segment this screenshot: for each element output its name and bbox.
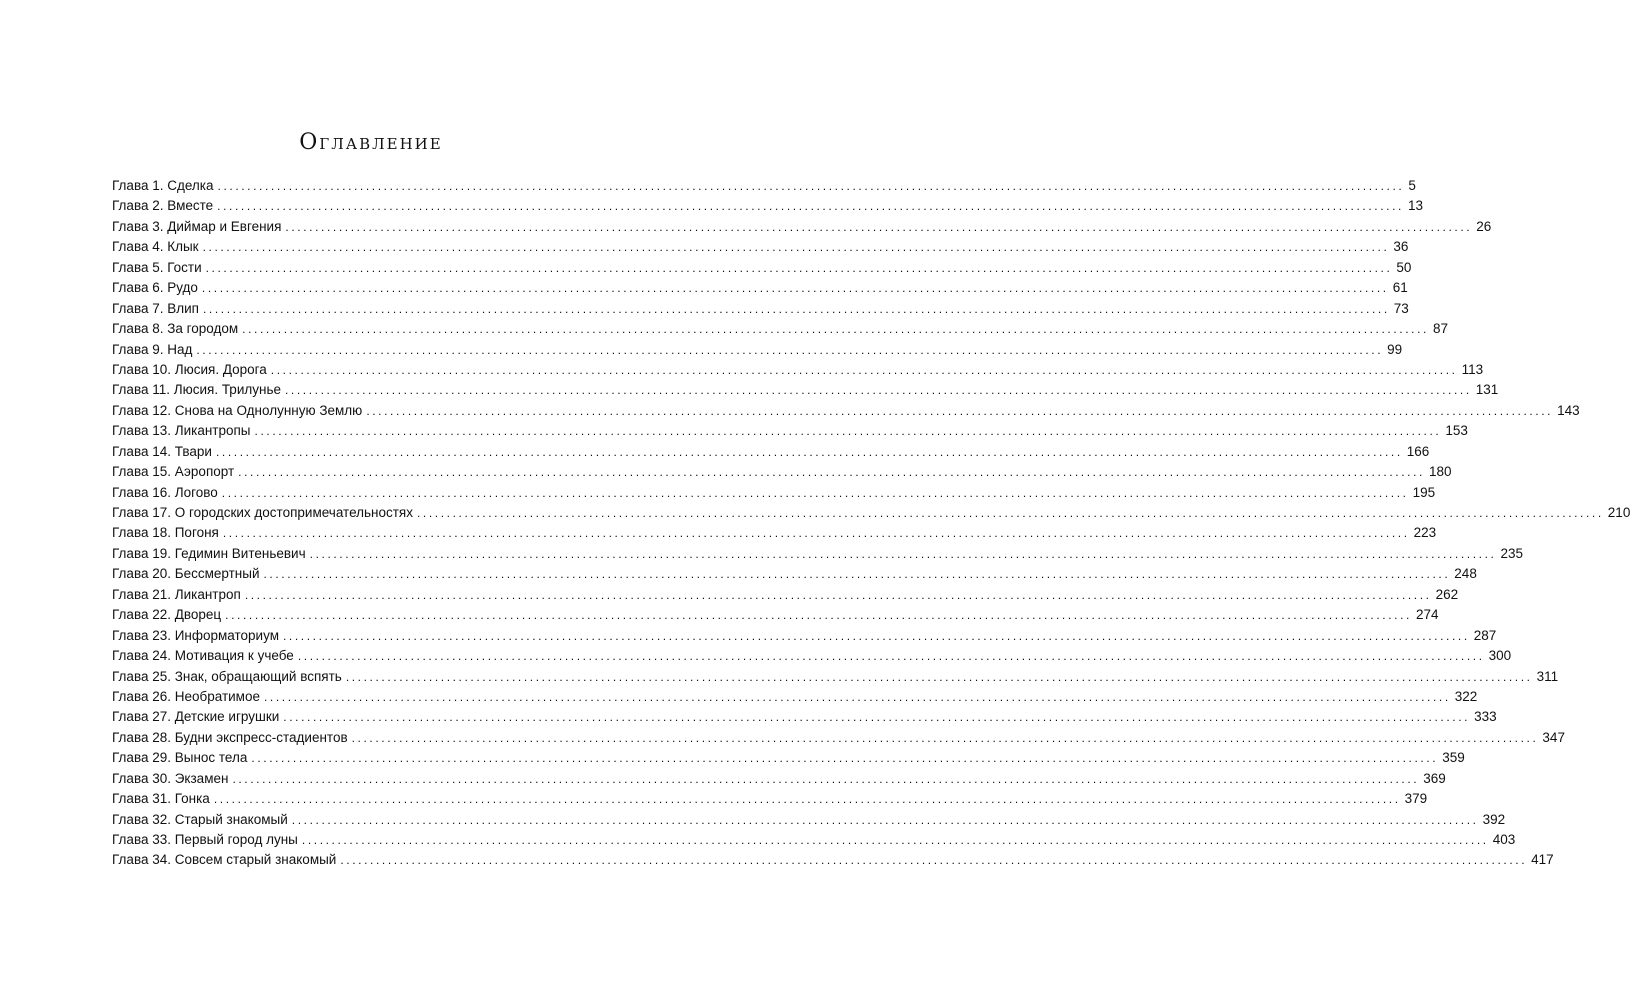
toc-entry-page-number: 287 (1473, 627, 1497, 643)
toc-entry-page-number: 311 (1536, 668, 1559, 684)
toc-entry (112, 523, 1437, 543)
dot-leader: ........................................................................................................................................................................................................ (222, 526, 1410, 541)
toc-entry-title: Глава 7. Влип (112, 300, 199, 316)
dot-leader: ........................................................................................................................................................................................................ (202, 301, 1390, 316)
toc-entry (112, 299, 1409, 319)
toc-entry (112, 585, 1459, 605)
dot-leader: ........................................................................................................................................................................................................ (225, 608, 1412, 623)
toc-entry (112, 564, 1477, 584)
toc-entry-title: Глава 6. Рудо (112, 280, 198, 296)
toc-entry (112, 360, 1484, 380)
toc-entry (112, 626, 1497, 646)
toc-entry-page-number: 347 (1542, 729, 1565, 745)
dot-leader: ........................................................................................................................................................................................................ (270, 362, 1458, 377)
toc-entry (112, 707, 1497, 727)
toc-entry-title: Глава 8. За городом (112, 321, 239, 337)
toc-entry-page-number: 5 (1408, 178, 1416, 193)
toc-entry-page-number: 235 (1500, 545, 1523, 561)
dot-leader: ........................................................................................................................................................................................................ (366, 403, 1554, 418)
toc-entry-page-number: 333 (1474, 709, 1497, 725)
toc-entry-title: Глава 5. Гости (112, 259, 202, 275)
toc-entry (112, 605, 1439, 625)
toc-entry (112, 237, 1409, 257)
toc-entry-title: Глава 2. Вместе (112, 198, 214, 214)
toc-entry-page-number: 61 (1392, 280, 1408, 296)
toc-entry (112, 728, 1565, 748)
dot-leader: ........................................................................................................................................................................................................ (263, 689, 1451, 704)
toc-entry (112, 667, 1559, 687)
toc-entry-title: Глава 34. Совсем старый знакомый (112, 852, 337, 868)
toc-entry (112, 830, 1516, 850)
toc-entry-title: Глава 27. Детские игрушки (112, 709, 280, 725)
toc-entry-title: Глава 19. Гедимин Витеньевич (112, 545, 306, 561)
toc-entry-page-number: 73 (1393, 300, 1409, 316)
dot-leader: ........................................................................................................................................................................................................ (251, 751, 1439, 766)
toc-entry (112, 380, 1499, 400)
toc-entry-page-number: 143 (1557, 402, 1580, 418)
toc-entry-title: Глава 29. Вынос тела (112, 750, 248, 766)
toc-entry-title: Глава 9. Над (112, 341, 193, 357)
toc-entry (112, 810, 1506, 830)
toc-entry-title: Глава 1. Сделка (112, 178, 214, 193)
toc-entry-title: Глава 13. Ликантропы (112, 423, 251, 439)
toc-entry-page-number: 379 (1404, 791, 1428, 807)
toc-entry-page-number: 392 (1482, 811, 1506, 827)
toc-entry (112, 850, 1554, 870)
dot-leader: ........................................................................................................................................................................................................ (221, 485, 1409, 500)
dot-leader: ........................................................................................................................................................................................................ (196, 342, 1384, 357)
toc-entry-title: Глава 33. Первый город луны (112, 832, 298, 847)
toc-entry-title: Глава 31. Гонка (112, 791, 210, 807)
toc-entry-title: Глава 15. Аэропорт (112, 464, 235, 480)
toc-entry-page-number: 369 (1423, 770, 1446, 786)
toc-entry (112, 176, 1416, 196)
toc-entry (112, 687, 1478, 707)
dot-leader: ........................................................................................................................................................................................................ (291, 812, 1479, 827)
dot-leader: ........................................................................................................................................................................................................ (202, 240, 1390, 255)
toc-entry-page-number: 359 (1442, 750, 1465, 766)
toc-entry-title: Глава 26. Необратимое (112, 688, 260, 704)
toc-entry (112, 340, 1403, 360)
toc-entry-page-number: 210 (1607, 505, 1630, 520)
dot-leader: ........................................................................................................................................................................................................ (284, 383, 1472, 398)
toc-entry-page-number: 113 (1461, 361, 1484, 377)
dot-leader: ........................................................................................................................................................................................................ (244, 587, 1432, 602)
toc-entry-page-number: 322 (1454, 688, 1478, 704)
toc-entry (112, 319, 1448, 339)
toc-entry-title: Глава 18. Погоня (112, 525, 219, 541)
toc-entry-title: Глава 21. Ликантроп (112, 586, 241, 602)
toc-entry (112, 544, 1523, 564)
toc-entry (112, 483, 1436, 503)
toc-entry-page-number: 248 (1454, 566, 1477, 582)
dot-leader: ........................................................................................................................................................................................................ (254, 424, 1442, 439)
dot-leader: ........................................................................................................................................................................................................ (417, 506, 1604, 520)
page-title: Оглавление (299, 130, 443, 155)
toc-entry-title: Глава 10. Люсия. Дорога (112, 361, 267, 377)
dot-leader: ........................................................................................................................................................................................................ (201, 281, 1389, 296)
toc-entry-page-number: 195 (1412, 484, 1436, 500)
toc-entry-page-number: 274 (1415, 607, 1439, 623)
dot-leader: ........................................................................................................................................................................................................ (213, 792, 1401, 807)
toc-entry-title: Глава 11. Люсия. Трилунье (112, 382, 281, 398)
toc-entry (112, 217, 1492, 237)
toc-entry (112, 769, 1446, 789)
toc-entry-title: Глава 20. Бессмертный (112, 566, 260, 582)
dot-leader: ........................................................................................................................................................................................................ (242, 322, 1429, 337)
dot-leader: ........................................................................................................................................................................................................ (301, 833, 1489, 847)
toc-entry-page-number: 417 (1531, 852, 1554, 868)
toc-entry (112, 421, 1468, 441)
toc-entry (112, 503, 1630, 523)
table-of-contents (112, 176, 1630, 871)
dot-leader: ........................................................................................................................................................................................................ (282, 628, 1470, 643)
toc-entry-page-number: 223 (1413, 525, 1437, 541)
toc-entry-title: Глава 28. Будни экспресс-стадиентов (112, 729, 348, 745)
toc-entry-title: Глава 32. Старый знакомый (112, 811, 288, 827)
dot-leader: ........................................................................................................................................................................................................ (283, 710, 1471, 725)
toc-entry (112, 646, 1512, 666)
toc-entry-title: Глава 3. Диймар и Евгения (112, 218, 282, 234)
toc-entry (112, 278, 1408, 298)
dot-leader: ........................................................................................................................................................................................................ (238, 465, 1425, 480)
toc-entry-page-number: 50 (1396, 259, 1412, 275)
dot-leader: ........................................................................................................................................................................................................ (345, 669, 1533, 684)
toc-entry (112, 462, 1452, 482)
dot-leader: ........................................................................................................................................................................................................ (297, 649, 1485, 664)
toc-entry-title: Глава 16. Логово (112, 484, 218, 500)
dot-leader: ........................................................................................................................................................................................................ (263, 567, 1451, 582)
toc-entry-page-number: 87 (1432, 321, 1448, 337)
toc-entry-title: Глава 17. О городских достопримечательностях (112, 505, 413, 520)
dot-leader: ........................................................................................................................................................................................................ (351, 730, 1539, 745)
toc-entry-title: Глава 14. Твари (112, 443, 212, 459)
dot-leader: ........................................................................................................................................................................................................ (205, 260, 1393, 275)
toc-entry-page-number: 262 (1435, 586, 1459, 602)
toc-entry-title: Глава 24. Мотивация к учебе (112, 648, 294, 664)
toc-entry-title: Глава 23. Информаториум (112, 627, 279, 643)
toc-entry-page-number: 26 (1476, 218, 1492, 234)
toc-entry-page-number: 403 (1492, 832, 1516, 847)
dot-leader: ........................................................................................................................................................................................................ (309, 546, 1497, 561)
dot-leader: ........................................................................................................................................................................................................ (217, 179, 1405, 193)
dot-leader: ........................................................................................................................................................................................................ (215, 444, 1403, 459)
toc-entry-title: Глава 22. Дворец (112, 607, 222, 623)
toc-entry (112, 442, 1430, 462)
toc-entry (112, 401, 1580, 421)
toc-entry-title: Глава 12. Снова на Однолунную Землю (112, 402, 363, 418)
toc-entry-page-number: 13 (1407, 198, 1423, 214)
toc-entry (112, 196, 1423, 216)
toc-entry (112, 258, 1412, 278)
toc-entry-page-number: 166 (1406, 443, 1430, 459)
toc-entry-page-number: 153 (1445, 423, 1468, 439)
toc-entry-page-number: 36 (1393, 239, 1409, 255)
toc-entry-page-number: 99 (1387, 341, 1403, 357)
toc-entry-title: Глава 30. Экзамен (112, 770, 229, 786)
toc-entry-page-number: 300 (1488, 648, 1512, 664)
toc-entry (112, 789, 1428, 809)
dot-leader: ........................................................................................................................................................................................................ (232, 771, 1420, 786)
dot-leader: ........................................................................................................................................................................................................ (217, 199, 1404, 214)
toc-entry-page-number: 131 (1475, 382, 1499, 398)
toc-entry-page-number: 180 (1428, 464, 1452, 480)
toc-entry-title: Глава 25. Знак, обращающий вспять (112, 668, 342, 684)
dot-leader: ........................................................................................................................................................................................................ (340, 853, 1528, 868)
dot-leader: ........................................................................................................................................................................................................ (285, 219, 1473, 234)
toc-entry-title: Глава 4. Клык (112, 239, 199, 255)
toc-entry (112, 748, 1465, 768)
